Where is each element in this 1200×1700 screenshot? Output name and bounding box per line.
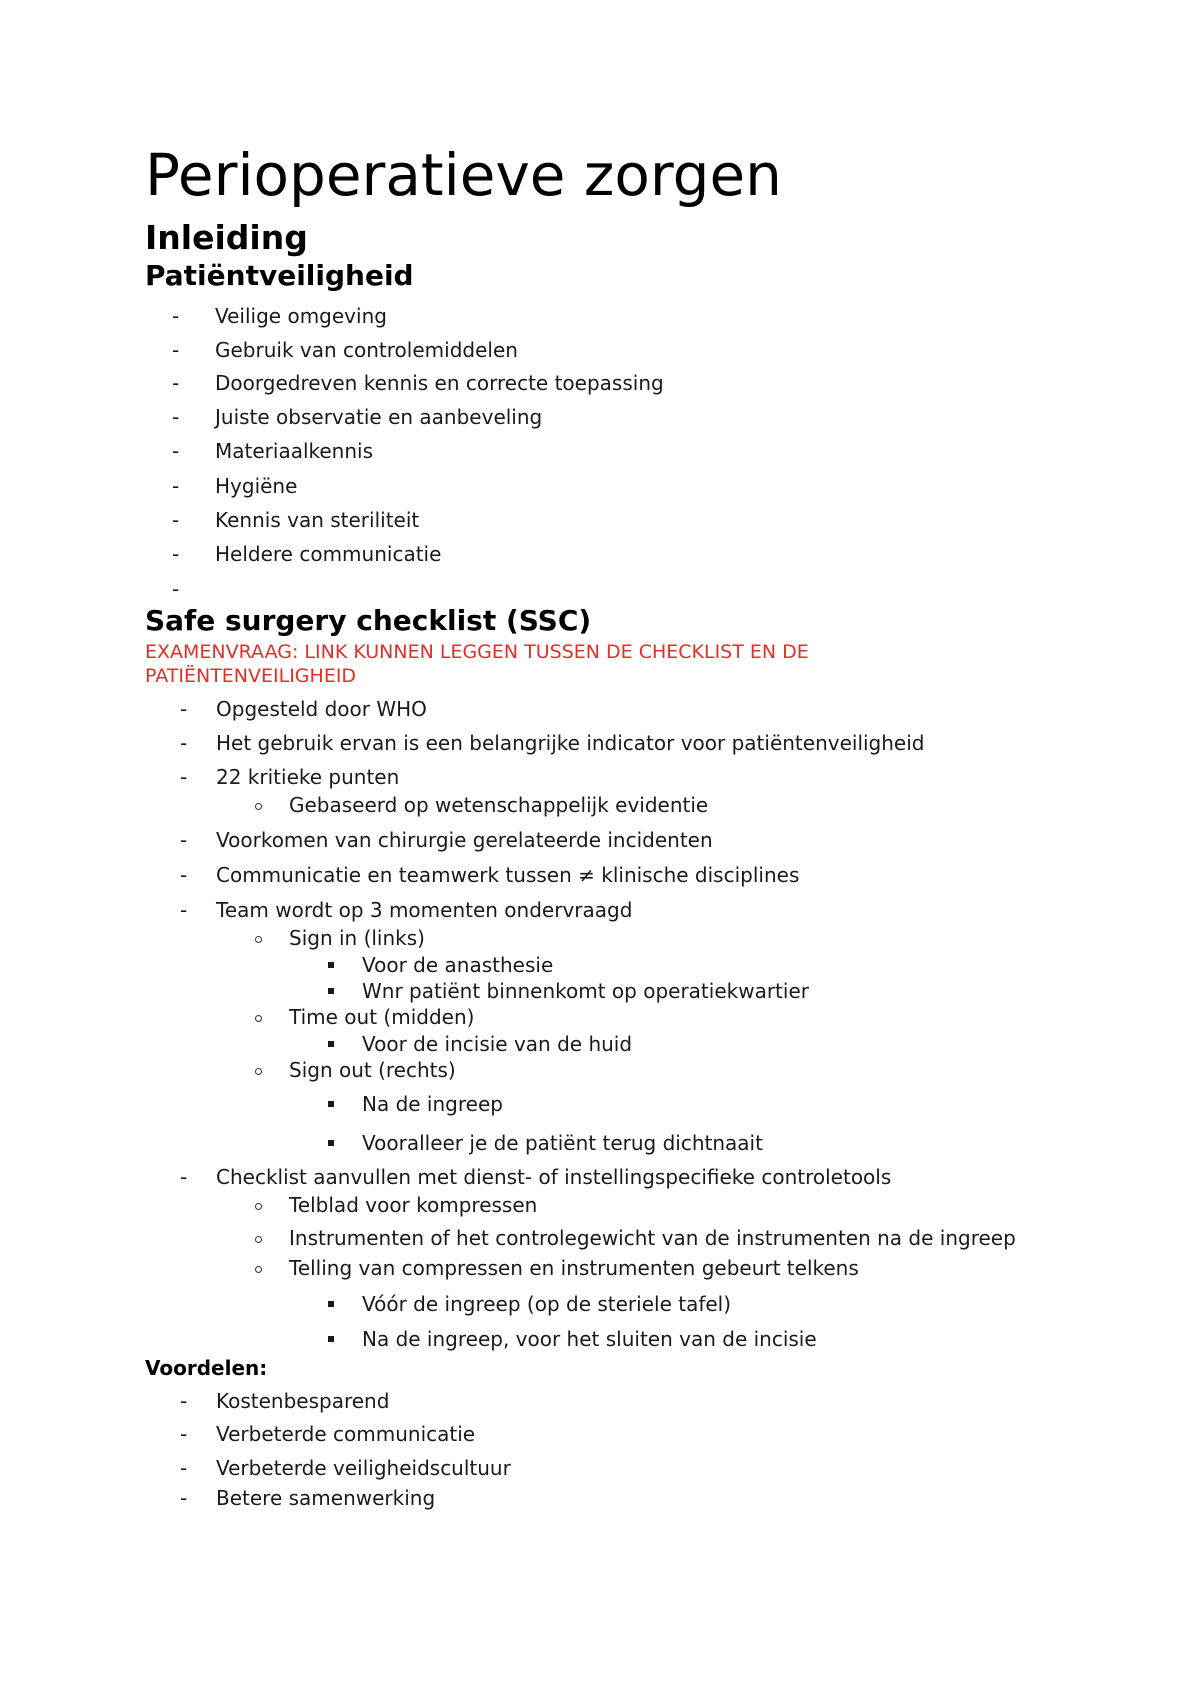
dash-marker: - bbox=[180, 1486, 188, 1510]
dash-marker: - bbox=[180, 697, 188, 721]
dash-marker: - bbox=[172, 338, 180, 362]
circle-bullet bbox=[255, 1236, 262, 1243]
list-item: Verbeterde veiligheidscultuur bbox=[216, 1456, 511, 1480]
list-item: Voorkomen van chirurgie gerelateerde incidenten bbox=[216, 828, 713, 852]
list-item: Veilige omgeving bbox=[215, 304, 387, 328]
dash-marker: - bbox=[180, 898, 188, 922]
circle-bullet bbox=[255, 803, 262, 810]
dash-marker: - bbox=[172, 474, 180, 498]
heading-safe-surgery-checklist: Safe surgery checklist (SSC) bbox=[145, 604, 592, 637]
square-bullet bbox=[328, 1101, 334, 1107]
list-item: Communicatie en teamwerk tussen ≠ klinische disciplines bbox=[216, 863, 800, 887]
list-item: Opgesteld door WHO bbox=[216, 697, 427, 721]
list-item: Kostenbesparend bbox=[216, 1389, 390, 1413]
list-item: Juiste observatie en aanbeveling bbox=[215, 405, 543, 429]
dash-marker: - bbox=[180, 863, 188, 887]
circle-bullet bbox=[255, 1015, 262, 1022]
list-item: Team wordt op 3 momenten ondervraagd bbox=[216, 898, 633, 922]
list-item: Gebaseerd op wetenschappelijk evidentie bbox=[289, 793, 709, 817]
list-item: Kennis van steriliteit bbox=[215, 508, 420, 532]
list-item: Doorgedreven kennis en correcte toepassing bbox=[215, 371, 664, 395]
list-item: Time out (midden) bbox=[289, 1005, 475, 1029]
list-item: Hygiëne bbox=[215, 474, 298, 498]
list-item: Na de ingreep, voor het sluiten van de incisie bbox=[362, 1327, 817, 1351]
list-item: Wnr patiënt binnenkomt op operatiekwartier bbox=[362, 979, 809, 1003]
dash-marker: - bbox=[180, 828, 188, 852]
dash-marker: - bbox=[180, 765, 188, 789]
dash-marker: - bbox=[172, 577, 180, 601]
dash-marker: - bbox=[180, 1165, 188, 1189]
section-heading-inleiding: Inleiding bbox=[145, 218, 308, 257]
page-title: Perioperatieve zorgen bbox=[145, 141, 782, 209]
list-item: Betere samenwerking bbox=[216, 1486, 436, 1510]
square-bullet bbox=[328, 1041, 334, 1047]
circle-bullet bbox=[255, 1266, 262, 1273]
list-item: Gebruik van controlemiddelen bbox=[215, 338, 518, 362]
list-item: Verbeterde communicatie bbox=[216, 1422, 476, 1446]
square-bullet bbox=[328, 988, 334, 994]
list-item: 22 kritieke punten bbox=[216, 765, 400, 789]
dash-marker: - bbox=[172, 508, 180, 532]
list-item: Sign out (rechts) bbox=[289, 1058, 456, 1082]
dash-marker: - bbox=[180, 1389, 188, 1413]
list-item: Voor de anasthesie bbox=[362, 953, 554, 977]
circle-bullet bbox=[255, 936, 262, 943]
dash-marker: - bbox=[172, 371, 180, 395]
dash-marker: - bbox=[172, 542, 180, 566]
circle-bullet bbox=[255, 1203, 262, 1210]
square-bullet bbox=[328, 1301, 334, 1307]
list-item: Het gebruik ervan is een belangrijke indicator voor patiëntenveiligheid bbox=[216, 731, 925, 755]
voordelen-heading: Voordelen: bbox=[145, 1356, 268, 1380]
list-item: Sign in (links) bbox=[289, 926, 425, 950]
heading-patientveiligheid: Patiëntveiligheid bbox=[145, 259, 414, 292]
list-item: Vóór de ingreep (op de steriele tafel) bbox=[362, 1292, 732, 1316]
dash-marker: - bbox=[180, 1422, 188, 1446]
dash-marker: - bbox=[180, 731, 188, 755]
dash-marker: - bbox=[172, 439, 180, 463]
list-item: Checklist aanvullen met dienst- of instellingspecifieke controletools bbox=[216, 1165, 892, 1189]
dash-marker: - bbox=[172, 405, 180, 429]
list-item: Telblad voor kompressen bbox=[289, 1193, 538, 1217]
list-item: Instrumenten of het controlegewicht van de instrumenten na de ingreep bbox=[289, 1226, 1016, 1250]
dash-marker: - bbox=[180, 1456, 188, 1480]
list-item: Voor de incisie van de huid bbox=[362, 1032, 633, 1056]
list-item: Na de ingreep bbox=[362, 1092, 503, 1116]
list-item: Heldere communicatie bbox=[215, 542, 442, 566]
square-bullet bbox=[328, 1140, 334, 1146]
list-item: Materiaalkennis bbox=[215, 439, 374, 463]
square-bullet bbox=[328, 962, 334, 968]
dash-marker: - bbox=[172, 304, 180, 328]
square-bullet bbox=[328, 1336, 334, 1342]
list-item: Telling van compressen en instrumenten gebeurt telkens bbox=[289, 1256, 859, 1280]
exam-question-note: EXAMENVRAAG: LINK KUNNEN LEGGEN TUSSEN DE CHECKLIST EN DE PATIËNTENVEILIGHEID bbox=[145, 641, 809, 687]
list-item: Vooralleer je de patiënt terug dichtnaait bbox=[362, 1131, 763, 1155]
circle-bullet bbox=[255, 1068, 262, 1075]
